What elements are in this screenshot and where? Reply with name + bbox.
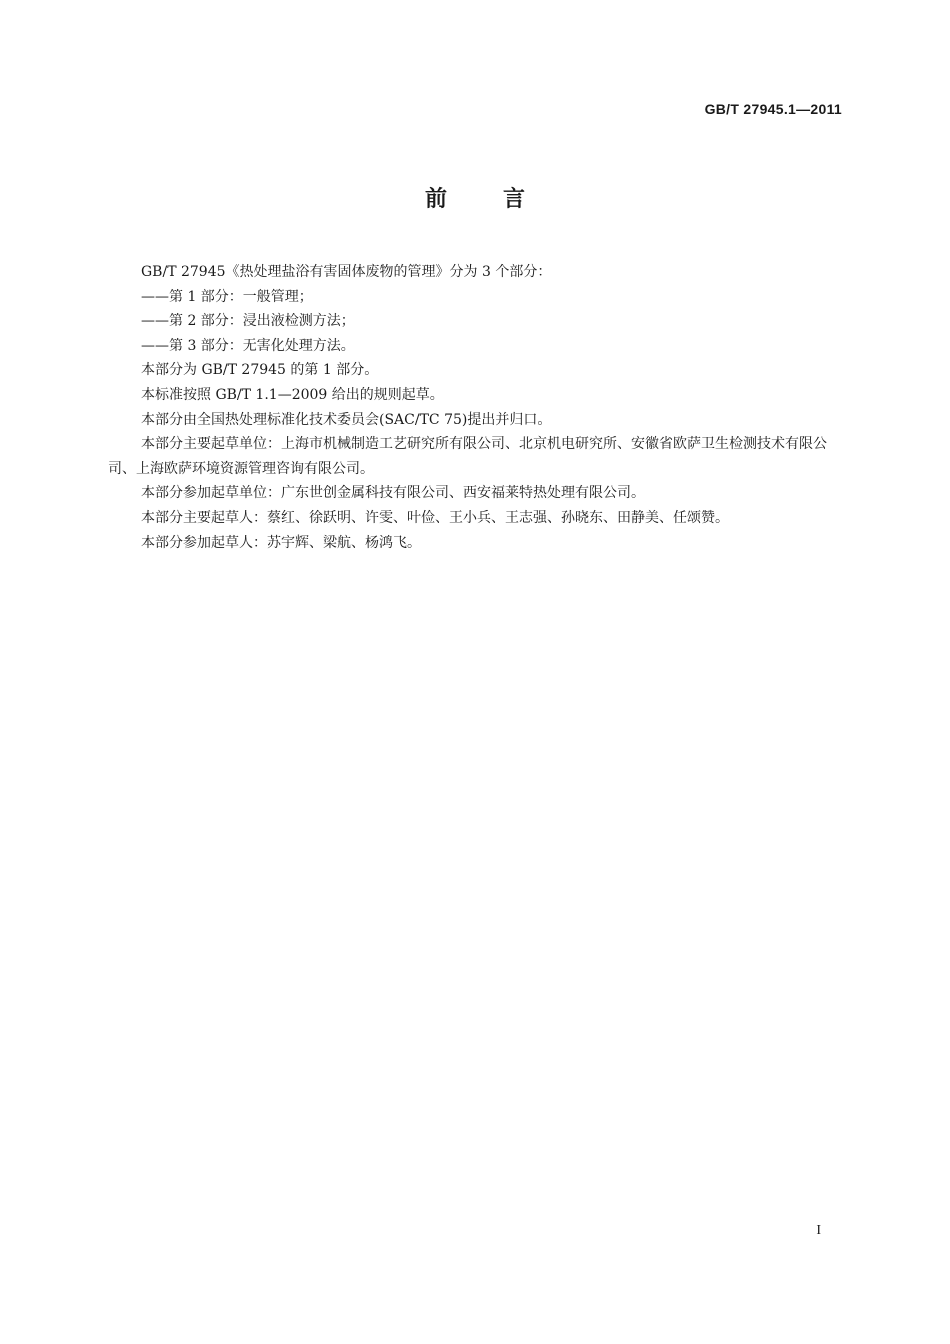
foreword-body xyxy=(108,260,845,555)
paragraph: 本部分主要起草人：蔡红、徐跃明、许雯、叶俭、王小兵、王志强、孙晓东、田静美、任颂赞。 xyxy=(141,509,729,526)
paragraph: 本部分主要起草单位：上海市机械制造工艺研究所有限公司、北京机电研究所、安徽省欧萨卫生检测技术有限公司、上海欧萨环境资源管理咨询有限公司。 xyxy=(108,436,827,477)
page-number: I xyxy=(816,1223,821,1238)
paragraph: ——第 2 部分：浸出液检测方法； xyxy=(141,313,355,330)
paragraph: 本部分为 GB/T 27945 的第 1 部分。 xyxy=(141,362,379,379)
paragraph: 本标准按照 GB/T 1.1—2009 给出的规则起草。 xyxy=(141,386,444,403)
paragraph: GB/T 27945《热处理盐浴有害固体废物的管理》分为 3 个部分： xyxy=(141,264,552,280)
standard-code: GB/T 27945.1—2011 xyxy=(704,101,842,117)
paragraph: 本部分参加起草单位：广东世创金属科技有限公司、西安福莱特热处理有限公司。 xyxy=(141,485,645,502)
paragraph: 本部分参加起草人：苏宇辉、梁航、杨鸿飞。 xyxy=(141,534,421,551)
paragraph: 本部分由全国热处理标准化技术委员会(SAC/TC 75)提出并归口。 xyxy=(141,411,552,428)
paragraph: ——第 3 部分：无害化处理方法。 xyxy=(141,337,355,354)
page-title: 前言 xyxy=(424,187,581,212)
paragraph: ——第 1 部分：一般管理； xyxy=(141,288,313,305)
